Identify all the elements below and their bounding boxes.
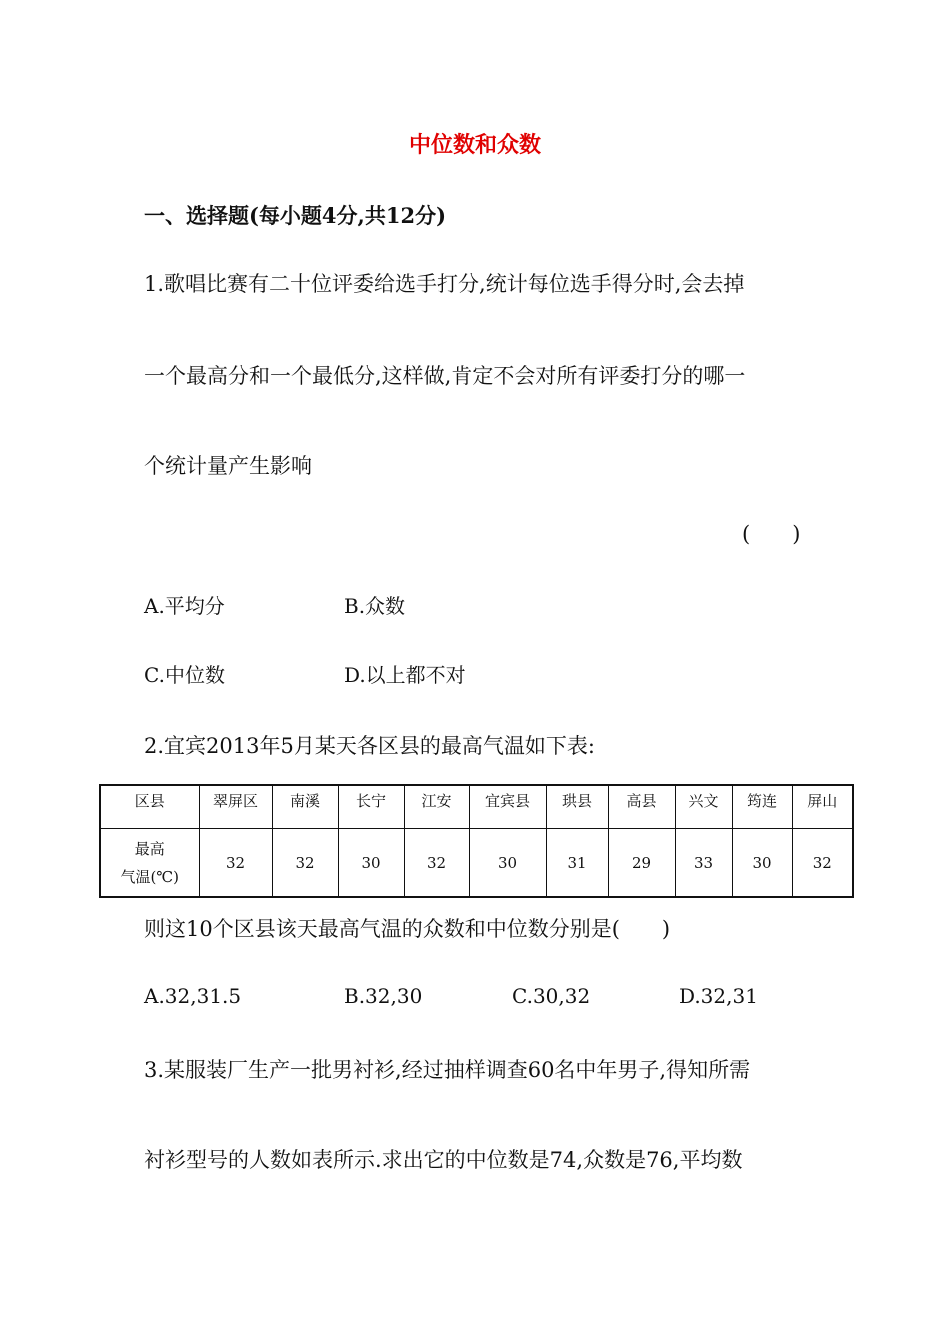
q3-line-2: 衬衫型号的人数如表所示.求出它的中位数是74,众数是76,平均数 [144,1148,743,1172]
district-cell: 长宁 [338,785,404,829]
temperature-cell: 32 [404,829,469,898]
q1-option-a: A.平均分 [144,594,225,618]
temperature-cell: 32 [199,829,272,898]
district-cell: 兴文 [675,785,732,829]
temperature-table [99,784,854,898]
temperature-cell: 32 [792,829,853,898]
q3-line-1: 3.某服装厂生产一批男衬衫,经过抽样调查60名中年男子,得知所需 [144,1058,751,1082]
temperature-row [100,829,853,898]
q1-line-1: 1.歌唱比赛有二十位评委给选手打分,统计每位选手得分时,会去掉 [144,272,745,296]
district-cell: 高县 [608,785,675,829]
row-label-district: 区县 [100,785,199,829]
q2-option-d: D.32,31 [679,984,758,1008]
q1-option-d: D.以上都不对 [344,663,466,687]
q1-line-3: 个统计量产生影响 [144,454,312,478]
district-cell: 宜宾县 [469,785,546,829]
row-label-temperature-line-1: 最高 [134,839,165,858]
district-cell: 翠屏区 [199,785,272,829]
district-cell: 屏山 [792,785,853,829]
row-label-temperature-line-2: 气温(℃) [120,867,179,886]
temperature-cell: 30 [469,829,546,898]
district-cell: 筠连 [732,785,792,829]
district-row [100,785,853,829]
page-title: 中位数和众数 [408,132,541,158]
row-label-temperature [100,829,199,898]
temperature-cell: 29 [608,829,675,898]
q2-option-b: B.32,30 [344,984,423,1008]
q2-option-a: A.32,31.5 [144,984,242,1008]
q1-option-b: B.众数 [344,594,406,618]
temperature-cell: 30 [338,829,404,898]
q1-line-2: 一个最高分和一个最低分,这样做,肯定不会对所有评委打分的哪一 [144,364,746,388]
q1-answer-bracket: ( ) [742,522,801,546]
district-cell: 南溪 [272,785,338,829]
section-heading: 一、选择题(每小题4分,共12分) [144,203,447,228]
temperature-cell: 32 [272,829,338,898]
temperature-cell: 31 [546,829,608,898]
q1-option-c: C.中位数 [144,663,225,687]
q2-question: 则这10个区县该天最高气温的众数和中位数分别是( ) [144,917,671,941]
temperature-cell: 33 [675,829,732,898]
q2-stem: 2.宜宾2013年5月某天各区县的最高气温如下表: [144,734,595,758]
temperature-cell: 30 [732,829,792,898]
q2-option-c: C.30,32 [512,984,591,1008]
district-cell: 珙县 [546,785,608,829]
district-cell: 江安 [404,785,469,829]
